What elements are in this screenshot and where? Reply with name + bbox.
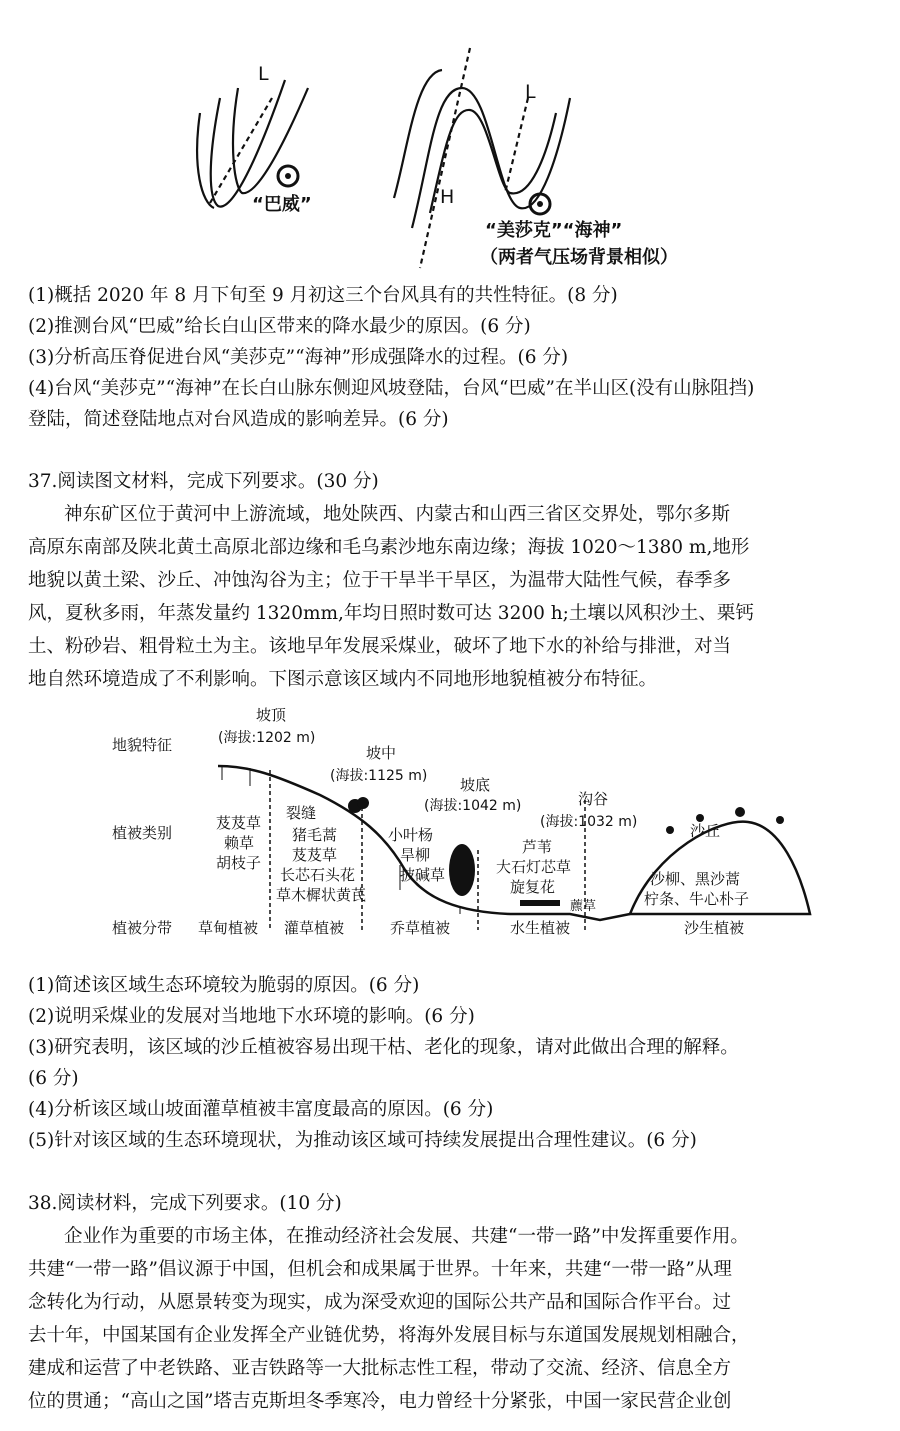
row-label-vegetation-type: 植被类别 — [112, 824, 173, 842]
site-valley-name: 沟谷 — [578, 790, 609, 808]
q37-para-6: 地自然环境造成了不利影响。下图示意该区域内不同地形地貌植被分布特征。 — [28, 669, 658, 690]
q38-para-6: 位的贯通；“高山之国”塔吉克斯坦冬季寒冷，电力曾经十分紧张，中国一家民营企业创 — [28, 1391, 732, 1412]
q37-3a: (3)研究表明，该区域的沙丘植被容易出现干枯、老化的现象，请对此做出合理的解释。 — [28, 1037, 739, 1058]
veg5-0: 沙柳、黑沙蒿 — [650, 870, 741, 888]
site-bottom-elev: (海拔:1042 m) — [424, 798, 522, 814]
q38-para-4: 去十年，中国某国有企业发挥全产业链优势，将海外发展目标与东道国发展规划相融合， — [28, 1325, 750, 1346]
site-top-name: 坡顶 — [256, 706, 287, 724]
q37-para-3: 地貌以黄土梁、沙丘、冲蚀沟谷为主；位于干旱半干旱区，为温带大陆性气候，春季多 — [28, 570, 732, 591]
vegetation-profile-figure — [100, 700, 820, 960]
veg3-1: 旱柳 — [400, 846, 431, 864]
pressure-field-figure — [180, 38, 740, 273]
veg3-0: 小叶杨 — [388, 826, 434, 844]
veg4-0: 芦苇 — [522, 838, 553, 856]
site-mid-elev: (海拔:1125 m) — [330, 768, 428, 784]
site-bottom-name: 坡底 — [460, 776, 491, 794]
zone-sand: 沙生植被 — [684, 919, 745, 937]
veg1-0: 芨芨草 — [216, 814, 262, 832]
q37-3b: (6 分) — [28, 1068, 79, 1089]
q37-1: (1)简述该区域生态环境较为脆弱的原因。(6 分) — [28, 975, 420, 996]
label-L-left: L — [258, 63, 269, 85]
q37-2: (2)说明采煤业的发展对当地地下水环境的影响。(6 分) — [28, 1006, 475, 1027]
q37-para-1: 神东矿区位于黄河中上游流域，地处陕西、内蒙古和山西三省区交界处，鄂尔多斯 — [64, 504, 731, 525]
label-H: H — [440, 186, 455, 208]
site-top-elev: (海拔:1202 m) — [218, 730, 316, 746]
veg2-1: 芨芨草 — [292, 846, 338, 864]
q38-para-5: 建成和运营了中老铁路、亚吉铁路等一大批标志性工程，带动了交流、经济、信息全方 — [28, 1358, 732, 1379]
q36-4a: (4)台风“美莎克”“海神”在长白山脉东侧迎风坡登陆，台风“巴威”在半山区(没有山脉阻挡) — [28, 378, 755, 399]
q38-title: 38.阅读材料，完成下列要求。(10 分) — [28, 1193, 342, 1214]
veg4-1: 大石灯芯草 — [496, 858, 572, 876]
q37-para-2: 高原东南部及陕北黄土高原北部边缘和毛乌素沙地东南边缘；海拔 1020～1380 m,地形 — [28, 537, 750, 558]
q38-para-3: 念转化为行动，从愿景转变为现实，成为深受欢迎的国际公共产品和国际合作平台。过 — [28, 1292, 732, 1313]
pressure-note: （两者气压场背景相似） — [480, 247, 678, 268]
veg5-1: 柠条、牛心朴子 — [644, 890, 750, 908]
site-mid-name: 坡中 — [366, 744, 397, 762]
veg2-3: 草木樨状黄芪 — [276, 886, 367, 904]
site-dune-name: 沙丘 — [690, 822, 721, 840]
veg1-1: 赖草 — [224, 834, 255, 852]
q37-title: 37.阅读图文材料，完成下列要求。(30 分) — [28, 471, 379, 492]
site-valley-elev: (海拔:1032 m) — [540, 814, 638, 830]
veg4-3: 藨草 — [570, 899, 597, 914]
q37-para-5: 土、粉砂岩、粗骨粒土为主。该地早年发展采煤业，破坏了地下水的补给与排泄，对当 — [28, 636, 732, 657]
q38-para-1: 企业作为重要的市场主体，在推动经济社会发展、共建“一带一路”中发挥重要作用。 — [64, 1226, 749, 1247]
veg3-2: 披碱草 — [400, 866, 446, 884]
q36-3: (3)分析高压脊促进台风“美莎克”“海神”形成强降水的过程。(6 分) — [28, 347, 569, 368]
typhoon-bavi-label: “巴威” — [252, 194, 312, 215]
q36-2: (2)推测台风“巴威”给长白山区带来的降水最少的原因。(6 分) — [28, 316, 531, 337]
crack-label: 裂缝 — [286, 804, 317, 822]
q36-1: (1)概括 2020 年 8 月下旬至 9 月初这三个台风具有的共性特征。(8 分) — [28, 285, 618, 306]
veg2-0: 猪毛蒿 — [292, 826, 338, 844]
q38-para-2: 共建“一带一路”倡议源于中国，但机会和成果属于世界。十年来，共建“一带一路”从理 — [28, 1259, 732, 1280]
q37-4: (4)分析该区域山坡面灌草植被丰富度最高的原因。(6 分) — [28, 1099, 494, 1120]
veg2-2: 长芯石头花 — [280, 866, 356, 884]
label-L-right: L — [525, 81, 536, 103]
zone-aquatic: 水生植被 — [510, 919, 571, 937]
row-label-vegetation-zone: 植被分带 — [112, 919, 173, 937]
zone-tree-grass: 乔草植被 — [390, 919, 451, 937]
q36-4b: 登陆，简述登陆地点对台风造成的影响差异。(6 分) — [28, 409, 449, 430]
row-label-landform: 地貌特征 — [112, 736, 173, 754]
zone-shrub-grass: 灌草植被 — [284, 919, 345, 937]
q37-5: (5)针对该区域的生态环境现状，为推动该区域可持续发展提出合理性建议。(6 分) — [28, 1130, 697, 1151]
typhoon-maysak-haishen-label: “美莎克”“海神” — [485, 220, 623, 241]
zone-meadow: 草甸植被 — [198, 919, 259, 937]
veg1-2: 胡枝子 — [216, 854, 262, 872]
q37-para-4: 风，夏秋多雨，年蒸发量约 1320mm,年均日照时数可达 3200 h;土壤以风积沙土、栗钙 — [28, 603, 754, 624]
veg4-2: 旋复花 — [510, 878, 556, 896]
